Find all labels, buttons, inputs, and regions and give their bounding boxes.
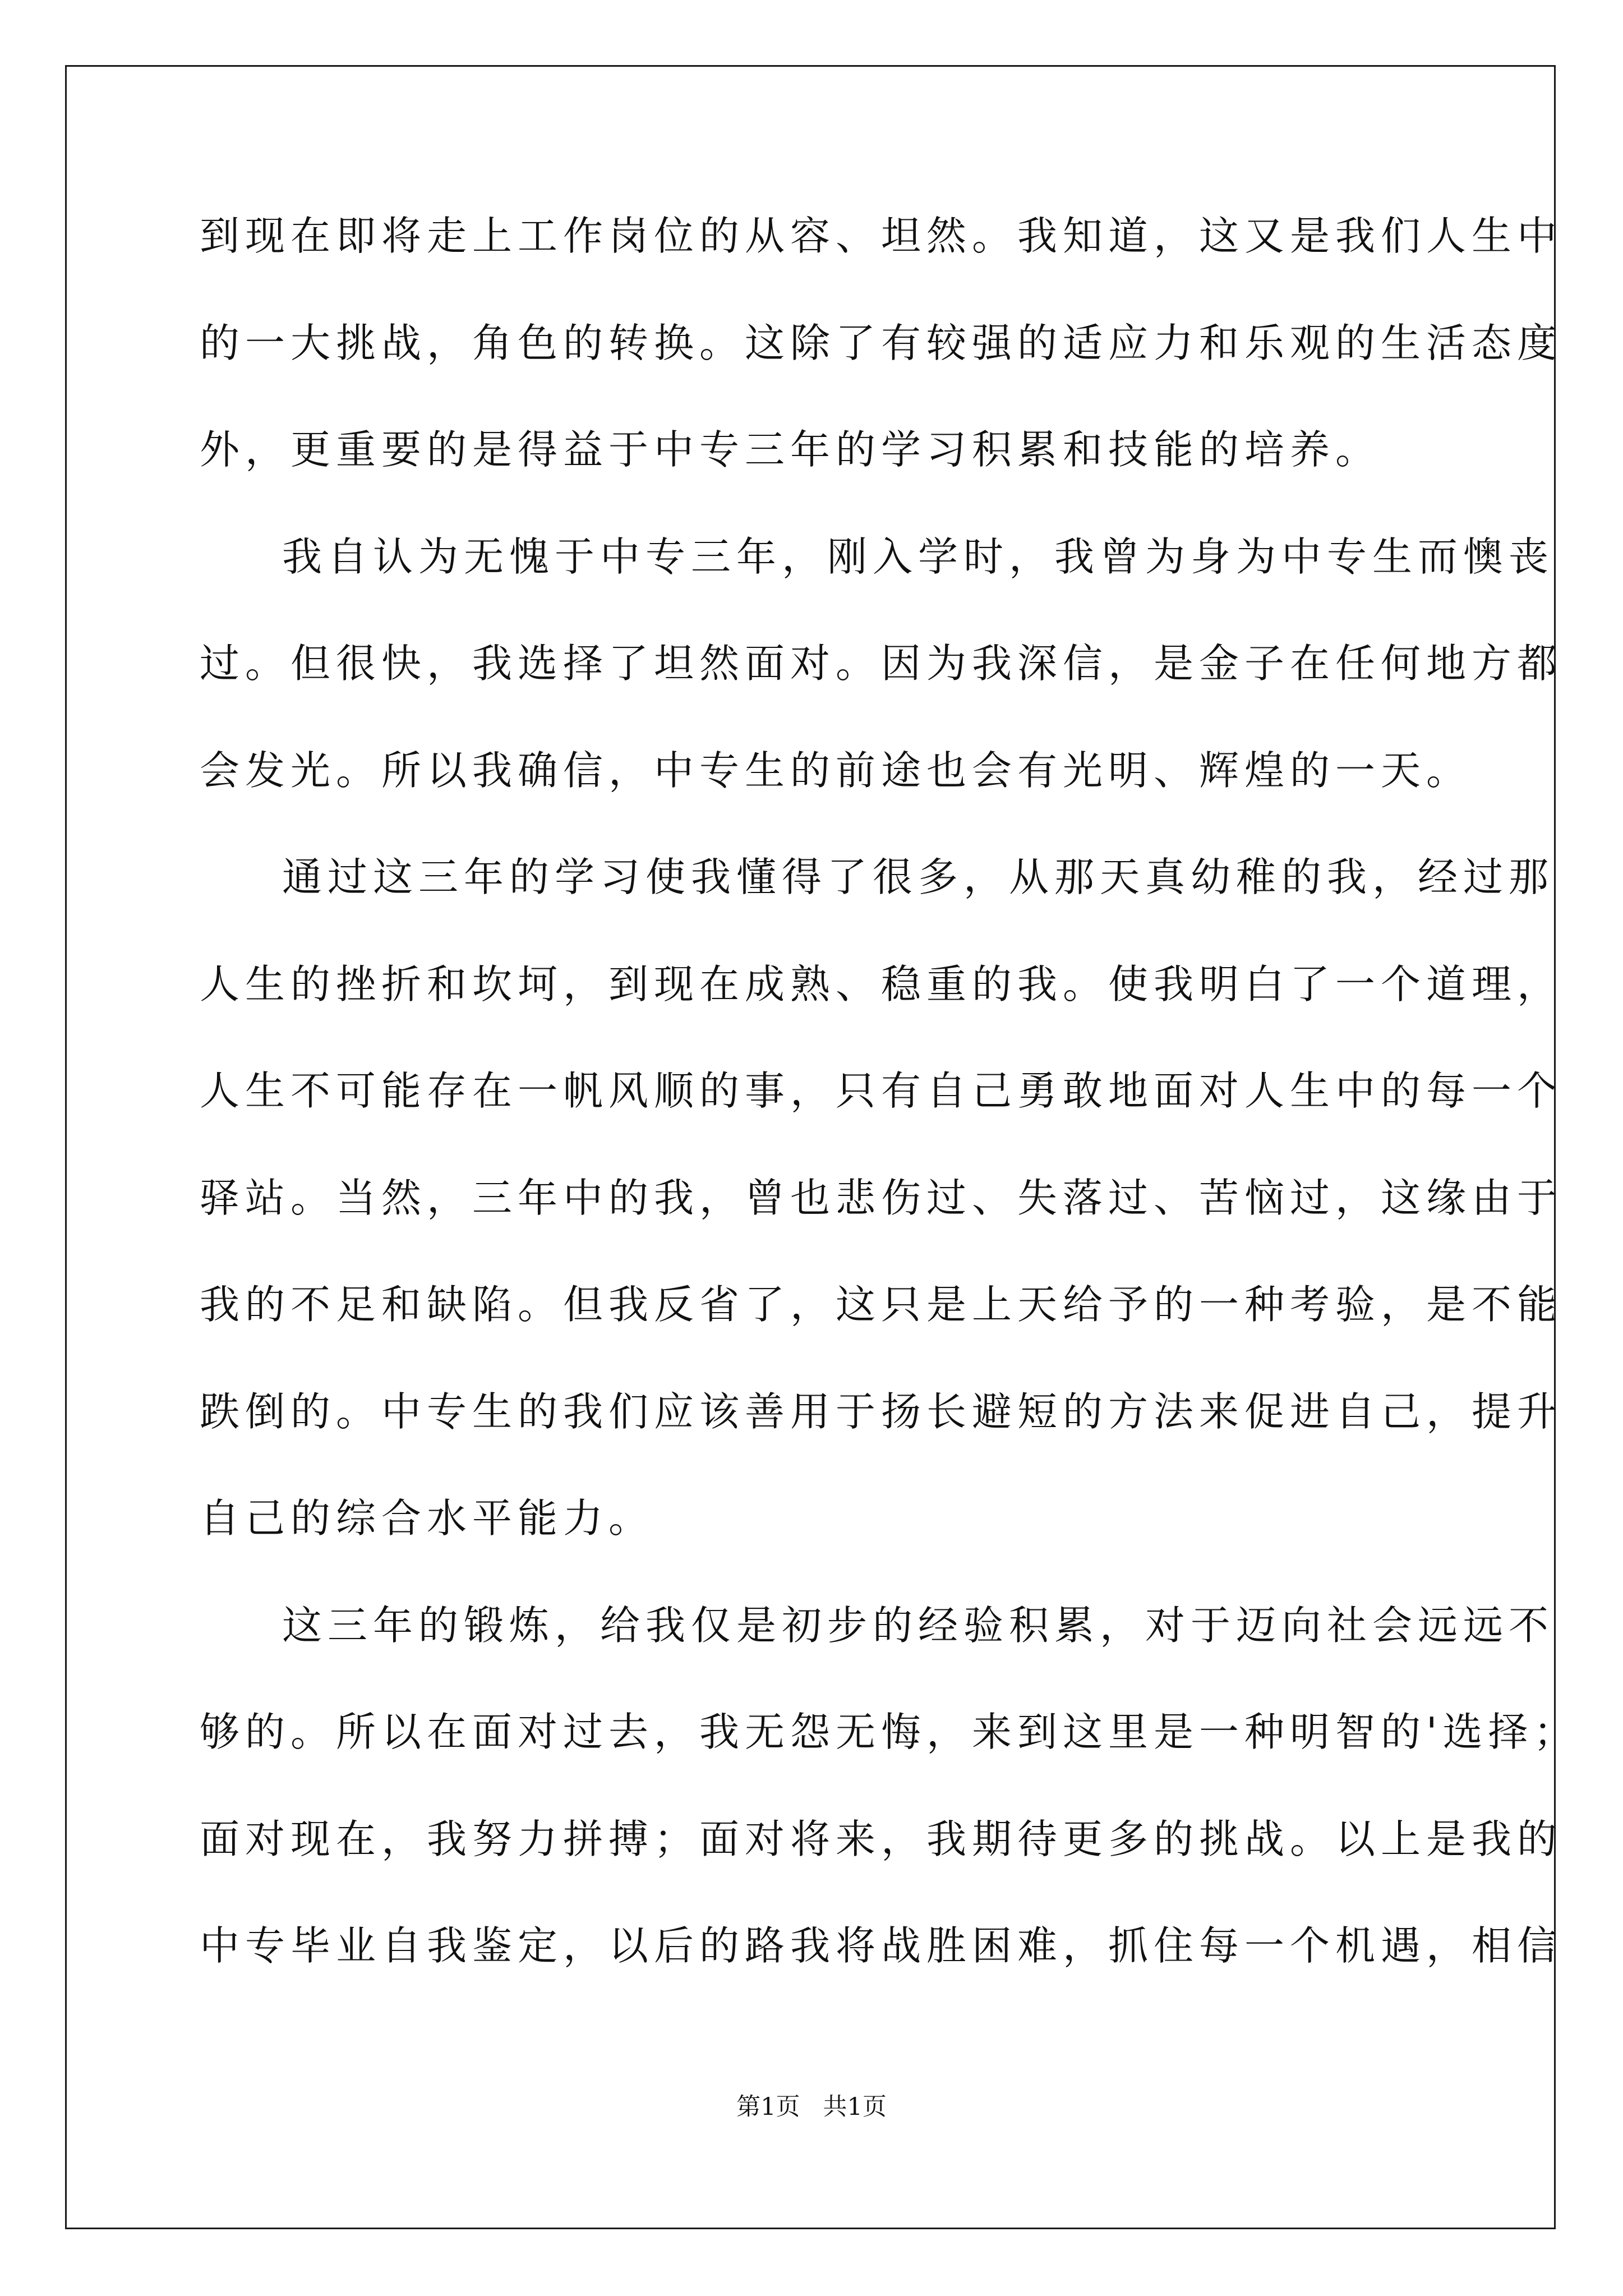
text-line: 面对现在，我努力拼搏；面对将来，我期待更多的挑战。以上是我的 bbox=[200, 1815, 1563, 1862]
page-footer: 第1页 共1页 bbox=[736, 2093, 887, 2121]
text-line: 人生不可能存在一帆风顺的事，只有自己勇敢地面对人生中的每一个 bbox=[200, 1068, 1563, 1114]
text-line: 到现在即将走上工作岗位的从容、坦然。我知道，这又是我们人生中 bbox=[200, 213, 1563, 259]
text-line: 中专毕业自我鉴定，以后的路我将战胜困难，抓住每一个机遇，相信 bbox=[200, 1922, 1563, 1969]
text-line: 够的。所以在面对过去，我无怨无悔，来到这里是一种明智的'选择； bbox=[200, 1709, 1579, 1755]
text-line: 我自认为无愧于中专三年，刚入学时，我曾为身为中专生而懊丧 bbox=[282, 533, 1555, 580]
text-line: 自己的综合水平能力。 bbox=[200, 1495, 654, 1542]
text-line: 的一大挑战，角色的转换。这除了有较强的适应力和乐观的生活态度 bbox=[200, 319, 1563, 366]
text-line: 过。但很快，我选择了坦然面对。因为我深信，是金子在任何地方都 bbox=[200, 640, 1563, 687]
text-line: 人生的挫折和坎坷，到现在成熟、稳重的我。使我明白了一个道理， bbox=[200, 960, 1563, 1007]
text-line: 我的不足和缺陷。但我反省了，这只是上天给予的一种考验，是不能 bbox=[200, 1281, 1563, 1328]
text-line: 驿站。当然，三年中的我，曾也悲伤过、失落过、苦恼过，这缘由于 bbox=[200, 1174, 1563, 1221]
text-line: 这三年的锻炼，给我仅是初步的经验积累，对于迈向社会远远不 bbox=[282, 1602, 1555, 1649]
text-line: 外，更重要的是得益于中专三年的学习积累和技能的培养。 bbox=[200, 426, 1381, 473]
text-line: 跌倒的。中专生的我们应该善用于扬长避短的方法来促进自己，提升 bbox=[200, 1388, 1563, 1435]
text-line: 会发光。所以我确信，中专生的前途也会有光明、辉煌的一天。 bbox=[200, 747, 1472, 794]
document-body bbox=[200, 213, 1579, 2033]
text-line: 通过这三年的学习使我懂得了很多，从那天真幼稚的我，经过那 bbox=[282, 854, 1555, 900]
